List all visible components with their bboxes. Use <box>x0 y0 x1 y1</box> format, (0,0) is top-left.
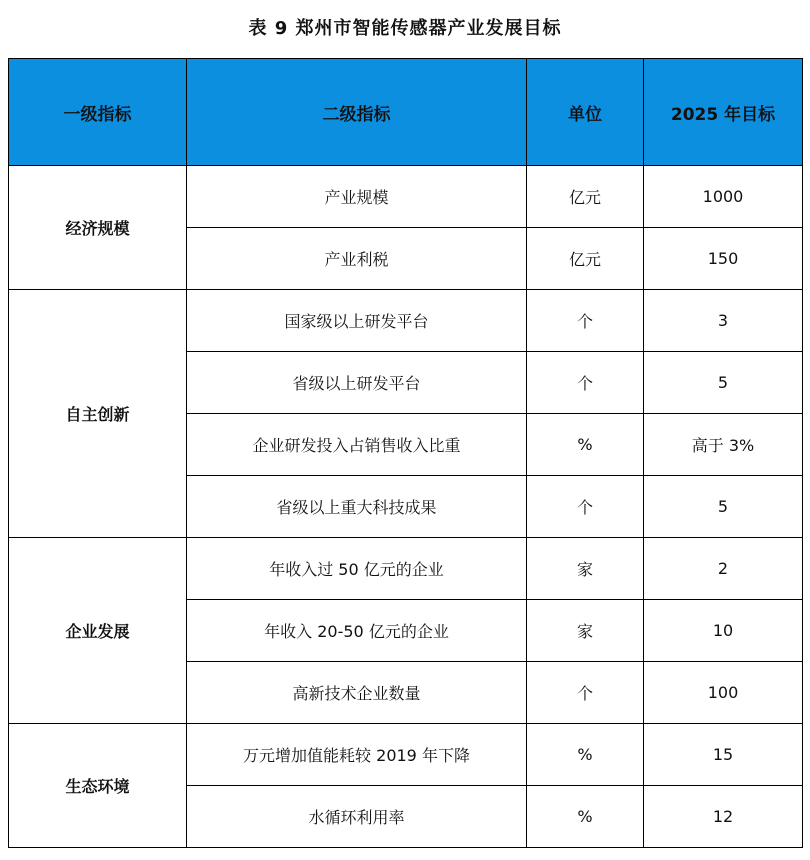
targets-table <box>8 58 803 848</box>
indicator-cell: 年收入过 50 亿元的企业 <box>187 538 527 600</box>
unit-cell: 家 <box>527 600 644 662</box>
table-row <box>9 166 803 228</box>
unit-cell: 亿元 <box>527 166 644 228</box>
target-cell: 1000 <box>644 166 803 228</box>
target-cell: 2 <box>644 538 803 600</box>
indicator-cell: 高新技术企业数量 <box>187 662 527 724</box>
unit-cell: 个 <box>527 352 644 414</box>
unit-cell: 个 <box>527 476 644 538</box>
unit-cell: 个 <box>527 662 644 724</box>
target-cell: 15 <box>644 724 803 786</box>
header-target: 2025 年目标 <box>644 59 803 166</box>
table-row <box>9 724 803 786</box>
table-caption: 表 9 郑州市智能传感器产业发展目标 <box>248 18 562 39</box>
indicator-cell: 水循环利用率 <box>187 786 527 848</box>
indicator-cell: 国家级以上研发平台 <box>187 290 527 352</box>
indicator-cell: 产业规模 <box>187 166 527 228</box>
indicator-cell: 产业利税 <box>187 228 527 290</box>
indicator-cell: 企业研发投入占销售收入比重 <box>187 414 527 476</box>
target-cell: 100 <box>644 662 803 724</box>
unit-cell: % <box>527 414 644 476</box>
target-cell: 5 <box>644 352 803 414</box>
unit-cell: 个 <box>527 290 644 352</box>
category-cell: 企业发展 <box>9 538 187 724</box>
unit-cell: % <box>527 724 644 786</box>
header-unit: 单位 <box>527 59 644 166</box>
target-cell: 高于 3% <box>644 414 803 476</box>
unit-cell: % <box>527 786 644 848</box>
table-row <box>9 290 803 352</box>
target-cell: 5 <box>644 476 803 538</box>
indicator-cell: 省级以上研发平台 <box>187 352 527 414</box>
table-row <box>9 538 803 600</box>
unit-cell: 家 <box>527 538 644 600</box>
target-cell: 10 <box>644 600 803 662</box>
indicator-cell: 万元增加值能耗较 2019 年下降 <box>187 724 527 786</box>
header-level2: 二级指标 <box>187 59 527 166</box>
unit-cell: 亿元 <box>527 228 644 290</box>
target-cell: 3 <box>644 290 803 352</box>
category-cell: 生态环境 <box>9 724 187 848</box>
target-cell: 150 <box>644 228 803 290</box>
category-cell: 经济规模 <box>9 166 187 290</box>
indicator-cell: 省级以上重大科技成果 <box>187 476 527 538</box>
header-level1: 一级指标 <box>9 59 187 166</box>
category-cell: 自主创新 <box>9 290 187 538</box>
header-row <box>9 59 803 166</box>
indicator-cell: 年收入 20-50 亿元的企业 <box>187 600 527 662</box>
target-cell: 12 <box>644 786 803 848</box>
